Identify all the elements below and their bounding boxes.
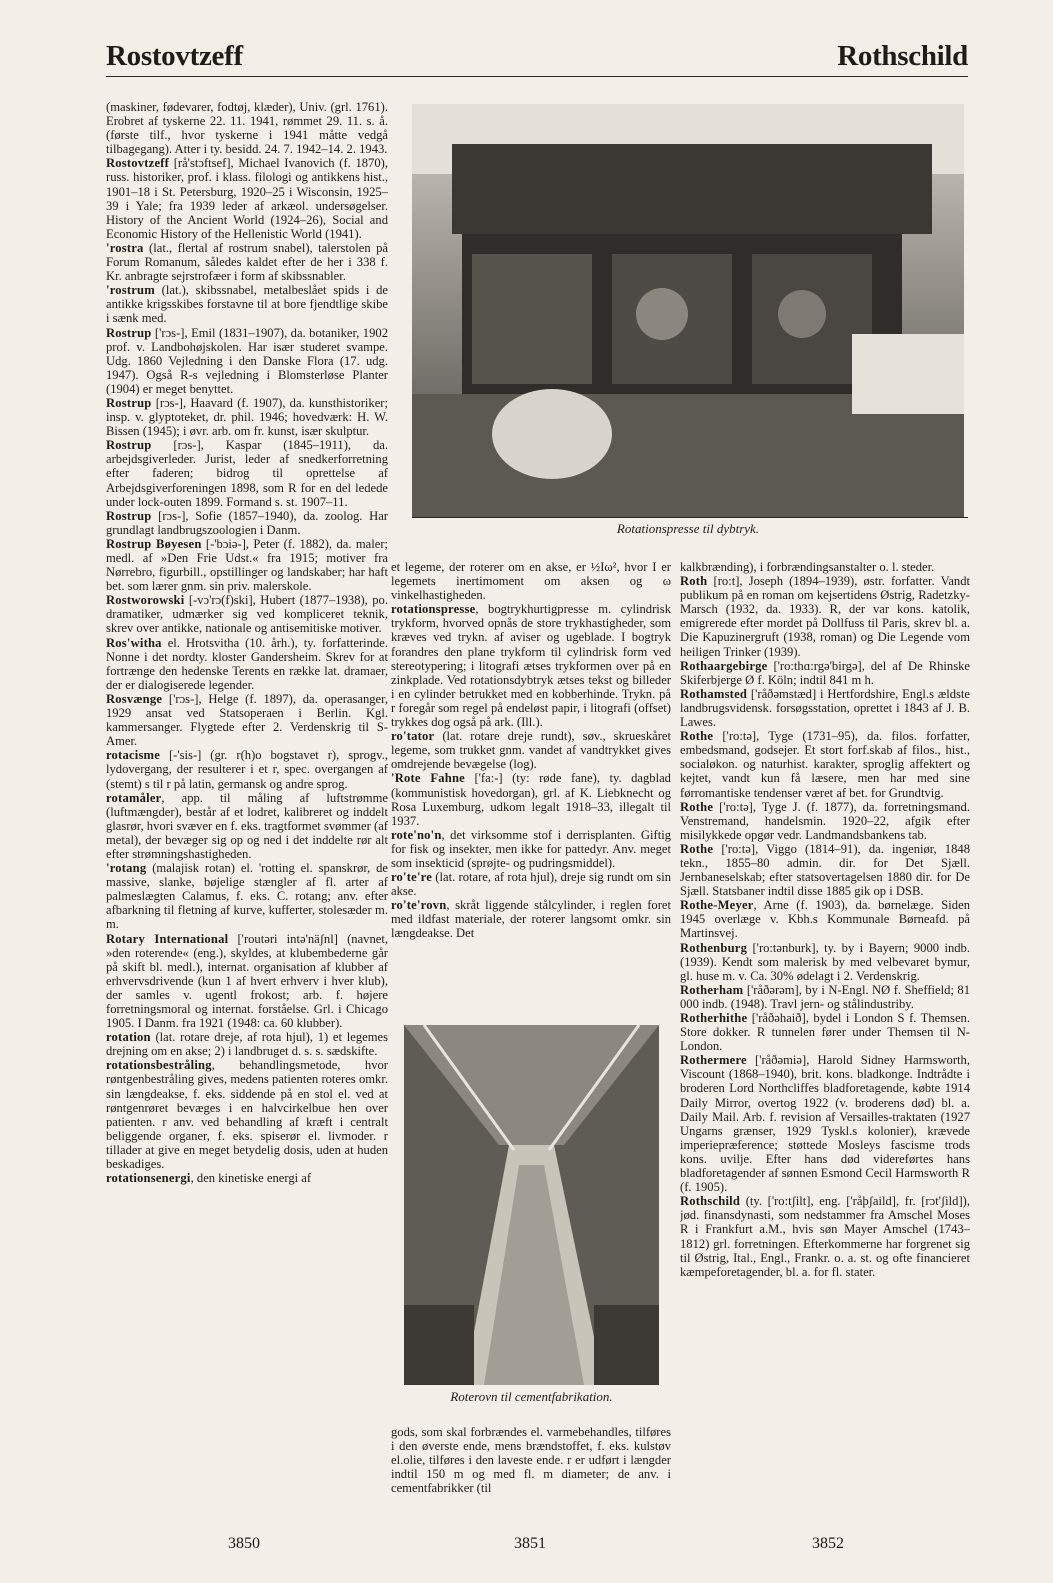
entry-text: (lat. rotare dreje, af rota hjul), 1) et legemes drejning om en akse; 2) i landbruget d. s. s. sædskifte. [106, 1030, 388, 1059]
entry-text: el. Hrotsvitha (10. årh.), ty. forfatterinde. Nonne i det nordty. kloster Gandersheim. Skrev for at fortrænge den hedenske Terents en række lat. dramaer, der er dialogiserede legender. [106, 635, 388, 692]
dictionary-entry [391, 729, 671, 771]
photo-caption-rotary-kiln: Roterovn til cementfabrikation. [450, 1389, 613, 1404]
entry-headword: Rothschild [680, 1194, 741, 1209]
dictionary-entry [106, 593, 388, 635]
dictionary-entry [680, 574, 970, 659]
dictionary-entry [680, 941, 970, 983]
entry-headword: Rothe-Meyer [680, 898, 754, 913]
dictionary-entry [680, 800, 970, 842]
entry-headword: Rostrup [106, 325, 152, 340]
entry-text: ['råðəmiə], Harold Sidney Harmsworth, Viscount (1868–1940), brit. kons. bladkonge. Indtrådte i broderen Lord Northcliffes bladforetagende, købte 1914 Daily Mirror, overtog 1922 (v. broderens død) bl. a. Daily Mail. Arb. f. revision af Versailles-traktaten (1927 Ungarns grænser, 1929 Tyskl.s kolonier), krævede imperiepræference; støttede Mosleys fascisme trods kons. uvilje. Efter hans død videreførtes hans bladforetagender af sønnen Esmond Cecil Harmsworth R (f. 1905). [680, 1053, 970, 1195]
dictionary-entry [106, 791, 388, 861]
entry-text: (lat.), skibssnabel, metalbeslået spids i de antikke krigsskibes forstavne til at bore fjendtlige skibe i sænk med. [106, 283, 388, 326]
entry-headword: 'rotang [106, 861, 147, 876]
entry-headword: Roth [680, 574, 708, 589]
dictionary-entry [680, 1053, 970, 1194]
dictionary-entry [106, 396, 388, 438]
entry-text: (malajisk rotan) el. 'rotting el. spanskrør, de massive, slanke, bøjelige stængler af fl. arter af palmeslægten Calamus, f. eks. C. rotang; anv. efter afbarkning til fletning af kurve, kufferter, stolesæder m. m. [106, 861, 388, 932]
dictionary-entry [391, 870, 671, 898]
entry-text: ['råðərəm], by i N-Engl. NØ f. Sheffield; 81 000 indb. (1948). Travl jern- og stålindustriby. [680, 982, 970, 1011]
rotation-press-photo [412, 104, 964, 517]
entry-text: [rɔs-], Haavard (f. 1907), da. kunsthistoriker; insp. v. glyptoteket, dr. phil. 1946; hovedværk: H. W. Bissen (1945); i øvr. arb. om fr. kunst, især skulptur. [106, 395, 388, 439]
entry-headword: rotationspresse [391, 602, 476, 617]
entry-headword: Rothe [680, 841, 714, 856]
entry-text: (lat. rotare dreje rundt), søv., skrueskåret legeme, som trukket gnm. vandet af vandtrykket gives omdrejende bevægelse (log). [391, 729, 671, 772]
dictionary-entry [106, 861, 388, 931]
entry-headword: rotamåler [106, 790, 162, 805]
caption-rule [412, 517, 968, 518]
entry-headword: 'rostrum [106, 283, 155, 298]
entry-text: , app. til måling af luftstrømme (luftmængder), består af et lodret, kalibreret og inddelt glasrør, hvori svæver en f. eks. tragtformet svømmer (af metal), der bevæger sig op og ned i det inddelte rør alt efter strømningshastigheden. [106, 790, 388, 861]
entry-text: , bogtrykhurtigpresse m. cylindrisk trykform, hvorved opnås de store trykhastigheder, som kræves ved trykn. af aviser og ugeblade. I bogtryk forandres den plane trykform til cylindrisk form ved stereotypering; i litografi ætses trykformen over på en zinkplade. Ved rotationsdybtryk ætses tekst og billeder i en cylinder betrukket med en kobberhinde. Trykn. på r foregår som regel på endeløst papir, i litografi (offset) trykkes dog også på ark. (Ill.). [391, 602, 671, 730]
dictionary-entry [680, 560, 970, 574]
entry-text: ['råðəhaið], bydel i London S f. Themsen. Store dokker. R tunnelen fører under Themsen til N-London. [680, 1011, 970, 1054]
entry-text: ['rɔs-], Helge (f. 1897), da. operasanger, 1929 ansat ved Statsoperaen i Berlin. Kgl. kammersanger. Flygtede efter 2. Verdenskrig til S-Amer. [106, 691, 388, 749]
dictionary-entry [391, 602, 671, 729]
dictionary-entry [106, 932, 388, 1031]
dictionary-entry [391, 828, 671, 870]
dictionary-entry [391, 771, 671, 827]
entry-text: (lat. rotare, af rota hjul), dreje sig rundt om sin akse. [391, 870, 671, 899]
entry-text: ['rɔs-], Emil (1831–1907), da. botaniker, 1902 prof. v. Landbohøjskolen. Har især studeret svampe. Udg. 1860 Vejledning i den Danske Flora (17. udg. 1947). Også R-s vejledning i Blomsterløse Planter (1904) er meget benyttet. [106, 325, 388, 396]
dictionary-entry [391, 560, 671, 602]
entry-headword: 'Rote Fahne [391, 771, 465, 786]
column-2-top [391, 560, 671, 941]
entry-text: ['ro:tənburk], ty. by i Bayern; 9000 indb. (1939). Kendt som malerisk by med velbevaret bymur, gl. huse m. v. Ca. 30% ødelagt i 2. Verdenskrig. [680, 940, 970, 983]
entry-headword: rotationsenergi [106, 1171, 191, 1186]
entry-headword: Rosvænge [106, 691, 163, 706]
entry-headword: Rothe [680, 799, 714, 814]
entry-headword: 'rostra [106, 240, 144, 255]
header-left-guideword: Rostovtzeff [106, 40, 243, 72]
dictionary-entry [106, 438, 388, 508]
column-3 [680, 560, 970, 1500]
header-rule [106, 76, 968, 77]
column-2-bottom [391, 1425, 671, 1495]
entry-headword: Rostrup [106, 395, 152, 410]
entry-text: [rå'stɔftsef], Michael Ivanovich (f. 1870), russ. historiker, prof. i klass. filologi og antikkens hist., 1901–18 i St. Petersburg, 1920–25 i Wisconsin, 1925–39 i Yale; fra 1939 leder af arkæol. undersøgelser. History of the Ancient World (1924–26), Social and Economic History of the Hellenistic World (1941). [106, 156, 388, 241]
dictionary-entry [106, 1171, 388, 1185]
entry-headword: rote'no'n [391, 827, 442, 842]
dictionary-entry [391, 898, 671, 940]
entry-text: [-'sis-] (gr. r(h)o bogstavet r), sprogv., lydovergang, der resulterer i et r, spec. overgangen af (stemt) s til r på latin, germansk og andre sprog. [106, 748, 388, 791]
dictionary-entry [106, 509, 388, 537]
dictionary-entry [680, 1011, 970, 1053]
dictionary-entry [106, 156, 388, 241]
dictionary-entry [106, 748, 388, 790]
entry-headword: Rostovtzeff [106, 156, 170, 171]
dictionary-entry [680, 1194, 970, 1279]
column-1 [106, 100, 388, 1500]
entry-headword: ro'tator [391, 729, 435, 744]
entry-text: , det virksomme stof i derrisplanten. Giftig for fisk og insekter, men ikke for pattedyr. Anv. meget som insekticid (sprøjte- og pudringsmiddel). [391, 827, 671, 870]
entry-text: et legeme, der roterer om en akse, er ½Iω², hvor I er legemets inertimoment om aksen og ω vinkelhastigheden. [391, 560, 671, 603]
dictionary-entry [106, 283, 388, 325]
entry-headword: rotacisme [106, 748, 161, 763]
dictionary-entry [680, 842, 970, 898]
entry-text: (ty. ['ro:tʃilt], eng. ['råþʃaild], fr. [rɔt'ʃild]), jød. finansdynasti, som nedstammer fra Amschel Moses R i Frankfurt a.M., hvis søn Mayer Amschel (1743–1812) grl. forretningen. Efterkommerne har forgrenet sig til Østrig, Ital., Engl., Frankr. o. a. st. og ofte financieret kæmpeforetagender, bl. a. for fl. stater. [680, 1194, 970, 1279]
dictionary-entry [680, 659, 970, 687]
dictionary-entry [106, 537, 388, 593]
entry-headword: Rothenburg [680, 940, 748, 955]
entry-headword: rotation [106, 1030, 151, 1045]
entry-text: [-vɔ'rɔ(f)ski], Hubert (1877–1938), po. dramatiker, udmærker sig ved kompliceret teknik, skrev over antikke, nationale og antisemitiske motiver. [106, 593, 388, 636]
entry-headword: Rostworowski [106, 593, 185, 608]
rotation-press-illustration [412, 104, 964, 517]
rotary-kiln-illustration [404, 1025, 659, 1385]
dictionary-entry [680, 687, 970, 729]
rotary-kiln-photo [404, 1025, 659, 1385]
entry-headword: Rotherhithe [680, 1011, 748, 1025]
entry-text: ['ro:tə], Viggo (1814–91), da. ingeniør, 1848 tekn., 1855–80 admin. dir. for Det Sjæll. Jernbaneselskab; efter statsovertagelsen 1880 dir. for De Sjæll. Statsbaner indtil disse 1885 gik op i DSB. [680, 841, 970, 899]
dictionary-entry [106, 100, 388, 156]
entry-text: ['ro:thɑ:rgə'birgə], del af De Rhinske Skiferbjerge Ø f. Köln; indtil 841 m h. [680, 658, 970, 687]
entry-headword: Rothamsted [680, 686, 748, 701]
dictionary-entry [391, 1425, 671, 1495]
page-number-center: 3851 [514, 1535, 546, 1552]
entry-headword: Rotherham [680, 982, 744, 997]
photo-caption-rotation-press: Rotationspresse til dybtryk. [616, 521, 760, 536]
dictionary-entry [106, 636, 388, 692]
header-right-guideword: Rothschild [837, 40, 968, 72]
dictionary-entry [106, 326, 388, 396]
entry-text: ['routəri intə'näʃnl] (navnet, »den roterende« (eng.), skyldes, at klubembederne går på skift bl. medl.), internat. organisation af klubber af erhvervsdrivende (kun 1 af hvert erhverv i hver klub), der samles v. ugentl frokost; arb. f. højere forretningsmoral og internat. forståelse. Grl. i Chicago 1905. I Danm. fra 1921 (1948: ca. 60 klubber). [106, 931, 388, 1031]
entry-headword: Rostrup [106, 508, 152, 523]
dictionary-entry [680, 983, 970, 1011]
entry-text: kalkbrænding), i forbrændingsanstalter o. l. steder. [680, 560, 935, 574]
entry-text: [rɔs-], Kaspar (1845–1911), da. arbejdsgiverleder. Jurist, leder af snedkerforretning efter faderen; bidrog til oprettelse af Arbejdsgiverforeningen 1898, som R for en del ledede under lock-outen 1899. Formand s. st. 1907–11. [106, 438, 388, 509]
entry-headword: Ros'witha [106, 635, 162, 650]
dictionary-entry [680, 898, 970, 940]
entry-headword: Rotary International [106, 931, 229, 946]
entry-text: [-'bɔiə-], Peter (f. 1882), da. maler; medl. af »Den Frie Udst.« fra 1915; motiver fra Nørrebro, figurbill., opstillinger og landskaber; har haft bet. som lærer gnm. sin priv. malerskole. [106, 536, 388, 594]
entry-headword: Rostrup [106, 438, 152, 453]
entry-text: , Arne (f. 1903), da. børnelæge. Siden 1945 overlæge v. Kbh.s Kommunale Børneafd. på Martinsvej. [680, 898, 970, 941]
entry-headword: Rostrup Bøyesen [106, 536, 202, 551]
entry-headword: Rothaargebirge [680, 658, 768, 673]
page-number-left: 3850 [228, 1535, 260, 1552]
entry-text: (lat., flertal af rostrum snabel), talerstolen på Forum Romanum, således kaldet efter de her i 338 f. Kr. anbragte sejrstrofæer i form af skibssnabler. [106, 240, 388, 284]
entry-headword: rotationsbestråling [106, 1058, 212, 1073]
dictionary-entry [106, 241, 388, 283]
dictionary-entry [106, 1058, 388, 1171]
entry-headword: Rothermere [680, 1053, 747, 1068]
entry-text: , skråt liggende stålcylinder, i reglen foret med ildfast materiale, der roterer langsomt omkr. sin længdeakse. Det [391, 898, 671, 941]
entry-text: , behandlingsmetode, hvor røntgenbestråling gives, medens patienten roteres omkr. sin længdeakse, f. eks. siddende på en stol el. ved at røntgenrøret bevæges i en halvcirkelbue hen over patienten. r anv. ved behandling af kræft i centralt beliggende organer, f. eks. spiserør el. livmoder. r tillader at give en meget betydelig dosis, uden at huden beskadiges. [106, 1058, 388, 1172]
entry-text: [ro:t], Joseph (1894–1939), østr. forfatter. Vandt publikum på en roman om kejsertidens Østrig, Radetzky-Marsch (1932, da. 1933). R, der var kons. katolik, emigrerede efter mordet på Dollfuss til Paris, skrev bl. a. Die Kapuzinergruft (1938, roman) og Die Legende vom heiligen Trinker (1939). [680, 574, 970, 659]
entry-text: (maskiner, fødevarer, fodtøj, klæder), Univ. (grl. 1761). Erobret af tyskerne 22. 11. 1941, rømmet 29. 11. s. å. (første tilf., hvor tyskerne i 1941 måtte vedgå tilbagegang). Atter i ty. besidd. 24. 7. 1942–14. 2. 1943. [106, 100, 388, 157]
entry-headword: Rothe [680, 729, 714, 744]
entry-text: , den kinetiske energi af [190, 1171, 312, 1186]
entry-headword: ro'te'rovn [391, 898, 447, 913]
dictionary-entry [106, 1030, 388, 1058]
entry-text: gods, som skal forbrændes el. varmebehandles, tilføres i den øverste ende, mens brændstoffet, f. eks. kulstøv el.olie, tilføres i den laveste ende. r er udført i længder indtil 150 m og med fl. m diameter; de anv. i cementfabrikker (til [391, 1425, 671, 1496]
entry-text: ['råðəmstæd] i Hertfordshire, Engl.s ældste landbrugsvidensk. forsøgsstation, oprettet i 1843 af J. B. Lawes. [680, 686, 970, 730]
page-number-right: 3852 [812, 1535, 844, 1552]
entry-text: ['ro:tə], Tyge J. (f. 1877), da. forretningsmand. Venstremand, handelsmin. 1920–22, afgik efter misilykkede opgør vedr. Landmandsbankens tab. [680, 799, 970, 842]
entry-text: ['ro:tə], Tyge (1731–95), da. filos. forfatter, embedsmand, godsejer. Et stort forf.skab af filos., hist., socialøkon. og naturhist. karakter, sproglig affektert og kejtet, vandt kun få læsere, men har med sine førromantiske tendenser været af bet. for Grundtvig. [680, 729, 970, 800]
dictionary-entry [680, 729, 970, 799]
entry-text: [rɔs-], Sofie (1857–1940), da. zoolog. Har grundlagt landbrugszoologien i Danm. [106, 508, 388, 537]
dictionary-entry [106, 692, 388, 748]
entry-text: ['fa:-] (ty: røde fane), ty. dagblad (kommunistisk hovedorgan), grl. af K. Liebknecht og Rosa Luxemburg, udkom legalt 1918–33, illegalt til 1937. [391, 771, 671, 828]
entry-headword: ro'te're [391, 870, 432, 885]
